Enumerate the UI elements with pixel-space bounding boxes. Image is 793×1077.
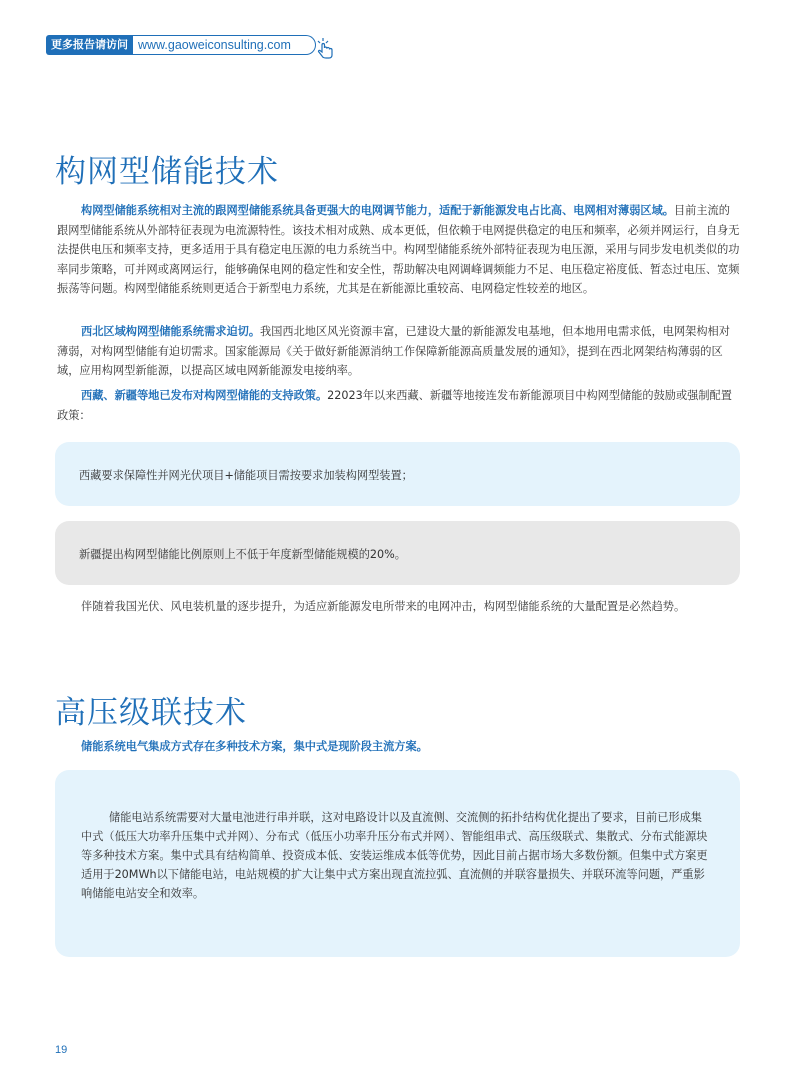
info-text-integration: 储能电站系统需要对大量电池进行串并联，这对电路设计以及直流侧、交流侧的拓扑结构优化提出了要求，目前已形成集中式（低压大功率升压集中式并网）、分布式（低压小功率升压分布式并网）、智能组串式、高压级联式、集散式、分布式能源块等多种技术方案。集中式具有结构简单、投资成本低、安装运维成本低等优势，因此目前占据市场大多数份额。但集中式方案更适用于20MWh以下储能电站，电站规模的扩大让集中式方案出现直流拉弧、直流侧的并联容量损失、并联环流等问题，严重影响储能电站安全和效率。 (81, 811, 708, 900)
page-number: 19 (55, 1044, 68, 1056)
paragraph-northwest-demand (57, 322, 740, 381)
banner-tag: 更多报告请访问 (46, 35, 133, 55)
paragraph-highlight: 构网型储能系统相对主流的跟网型储能系统具备更强大的电网调节能力，适配于新能源发电占比高、电网相对薄弱区域。 (81, 204, 674, 217)
website-url-link[interactable]: www.gaoweiconsulting.com (133, 35, 316, 55)
paragraph-highlight: 西藏、新疆等地已发布对构网型储能的支持政策。 (81, 389, 328, 402)
policy-box-xinjiang (55, 521, 740, 585)
website-banner[interactable] (46, 35, 316, 55)
paragraph-policy-support (57, 386, 740, 425)
section-title-grid-forming: 构网型储能技术 (55, 154, 279, 190)
paragraph-grid-forming-intro (57, 201, 740, 299)
paragraph-highlight: 储能系统电气集成方式存在多种技术方案，集中式是现阶段主流方案。 (81, 740, 428, 753)
paragraph-body: 目前主流的跟网型储能系统从外部特征表现为电流源特性。该技术相对成熟、成本更低，但依赖于电网提供稳定的电压和频率，必须并网运行，自身无法提供电压和频率支持，更多适用于具有稳定电压源的电力系统当中。构网型储能系统外部特征表现为电压源，采用与同步发电机类似的功率同步策略，可并网或离网运行，能够确保电网的稳定性和安全性，帮助解决电网调峰调频能力不足、电压稳定裕度低、暂态过电压、宽频振荡等问题。构网型储能系统则更适合于新型电力系统，尤其是在新能源比重较高、电网稳定性较差的地区。 (57, 204, 740, 295)
paragraph-body: 22023年以来西藏、新疆等地接连发布新能源项目中构网型储能的鼓励或强制配置政策： (57, 389, 732, 422)
policy-box-tibet (55, 442, 740, 506)
section-title-cascade: 高压级联技术 (55, 695, 247, 731)
policy-text-xinjiang: 新疆提出构网型储能比例原则上不低于年度新型储能规模的20%。 (79, 548, 406, 561)
paragraph-integration-schemes (57, 737, 740, 757)
paragraph-body: 我国西北地区风光资源丰富，已建设大量的新能源发电基地，但本地用电需求低，电网架构相对薄弱，对构网型储能有迫切需求。国家能源局《关于做好新能源消纳工作保障新能源高质量发展的通知》，提到在西北网架结构薄弱的区域，应用构网型新能源，以提高区域电网新能源发电接纳率。 (57, 325, 730, 377)
paragraph-highlight: 西北区域构网型储能系统需求迫切。 (81, 325, 261, 338)
paragraph-trend: 伴随着我国光伏、风电装机量的逐步提升，为适应新能源发电所带来的电网冲击，构网型储能系统的大量配置是必然趋势。 (81, 600, 686, 613)
policy-text-tibet: 西藏要求保障性并网光伏项目+储能项目需按要求加装构网型装置； (79, 469, 413, 482)
pointer-hand-icon (312, 37, 338, 59)
info-box-integration (55, 770, 740, 957)
